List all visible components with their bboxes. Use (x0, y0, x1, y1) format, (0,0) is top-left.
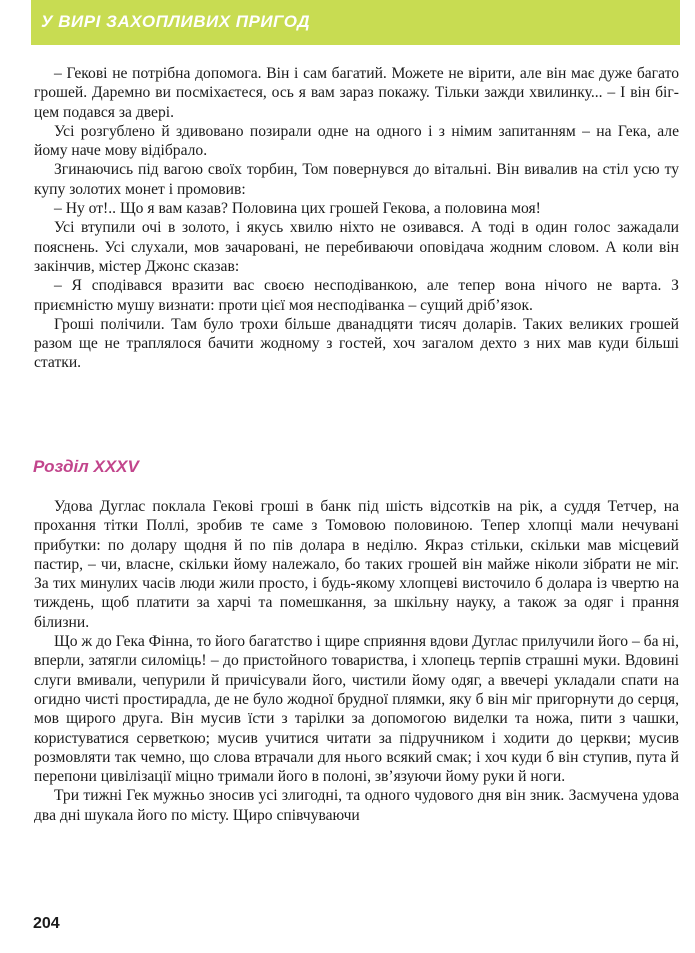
bottom-text-block (34, 497, 679, 825)
paragraph: Удова Дуглас поклала Гекові гроші в банк під шість відсотків на рік, а суддя Тетчер, на прохання тітки Поллі, зробив те саме з Томовою половиною. Тепер хлопці мали нечувані прибутки: по долару щодня й по пів долара в неділю. Якраз стільки, скільки мав місцевий пастир, – чи, власне, скільки йому належало, бо таких грошей він майже ніколи зібрати не міг. За тих минулих часів люди жили просто, і будь-якому хлопцеві висточило б долара із чвертю на тиждень, щоб платити за харчі та помешкання, за шкільну науку, а також за одяг і прання білизни. (34, 498, 679, 631)
top-text-block (34, 64, 679, 373)
paragraph: Згинаючись під вагою своїх торбин, Том повернувся до вітальні. Він вивалив на стіл усю ту купу золотих монет і промовив: (34, 161, 679, 198)
paragraph: Усі розгублено й здивовано позирали одне на одного і з німим запитанням – на Гека, але йому наче мову відібрало. (34, 122, 679, 160)
paragraph: Три тижні Гек мужньо зносив усі злигодні, та одного чудового дня він зник. Засмучена удова два дні шукала його по місту. Щиро співчуваючи (34, 787, 679, 824)
chapter-heading: Розділ XXXV (33, 457, 139, 476)
paragraph: – Гекові не потрібна допомога. Він і сам багатий. Можете не вірити, але він має дуже багато грошей. Даремно ви посміхаєтеся, ось я вам зараз покажу. Тільки зажди хвилинку... – І він бігцем подався за двері. (34, 65, 679, 121)
paragraph: Усі втупили очі в золото, і якусь хвилю ніхто не озивався. А тоді в один голос зажадали пояснень. Усі слухали, мов зачаровані, не перебиваючи оповідача жодним словом. А коли він закінчив, містер Джонс сказав: (34, 219, 679, 275)
paragraph: Що ж до Гека Фінна, то його багатство і щире сприяння вдови Дуглас прилучили його – ба ні, вперли, затягли силоміць! – до пристойного товариства, і хлопець терпів страшні муки. Вдовині слуги вмивали, чепурили й причісували його, чистили йому одяг, а ввечері укладали спати на огидно чисті простирадла, де не було жодної брудної плямки, яку б він міг пригорнути до серця, мов щирого друга. Він мусив їсти з тарілки за допомогою виделки та ножа, пити з чашки, користуватися серветкою; мусив учитися читати за підручником і ходити до церкви; мусив розмовляти так чемно, що слова втрачали для нього всякий смак; і хоч куди б він ступив, пута й перепони цивілізації міцно тримали його в полоні, зв’язуючи йому руки й ноги. (34, 633, 679, 786)
page-number: 204 (33, 915, 60, 932)
paragraph: Гроші полічили. Там було трохи більше дванадцяти тисяч доларів. Таких великих грошей разом ще не траплялося бачити жодному з гостей, хоч загалом дехто з них мав куди більші статки. (34, 315, 679, 372)
paragraph: – Я сподівався вразити вас своєю несподіванкою, але тепер вона нічого не варта. З приємністю мушу визнати: проти цієї моя несподіванка – сущий дріб’язок. (34, 277, 679, 314)
running-header-title: У ВИРІ ЗАХОПЛИВИХ ПРИГОД (41, 12, 311, 31)
paragraph: – Ну от!.. Що я вам казав? Половина цих грошей Гекова, а половина моя! (54, 200, 541, 218)
